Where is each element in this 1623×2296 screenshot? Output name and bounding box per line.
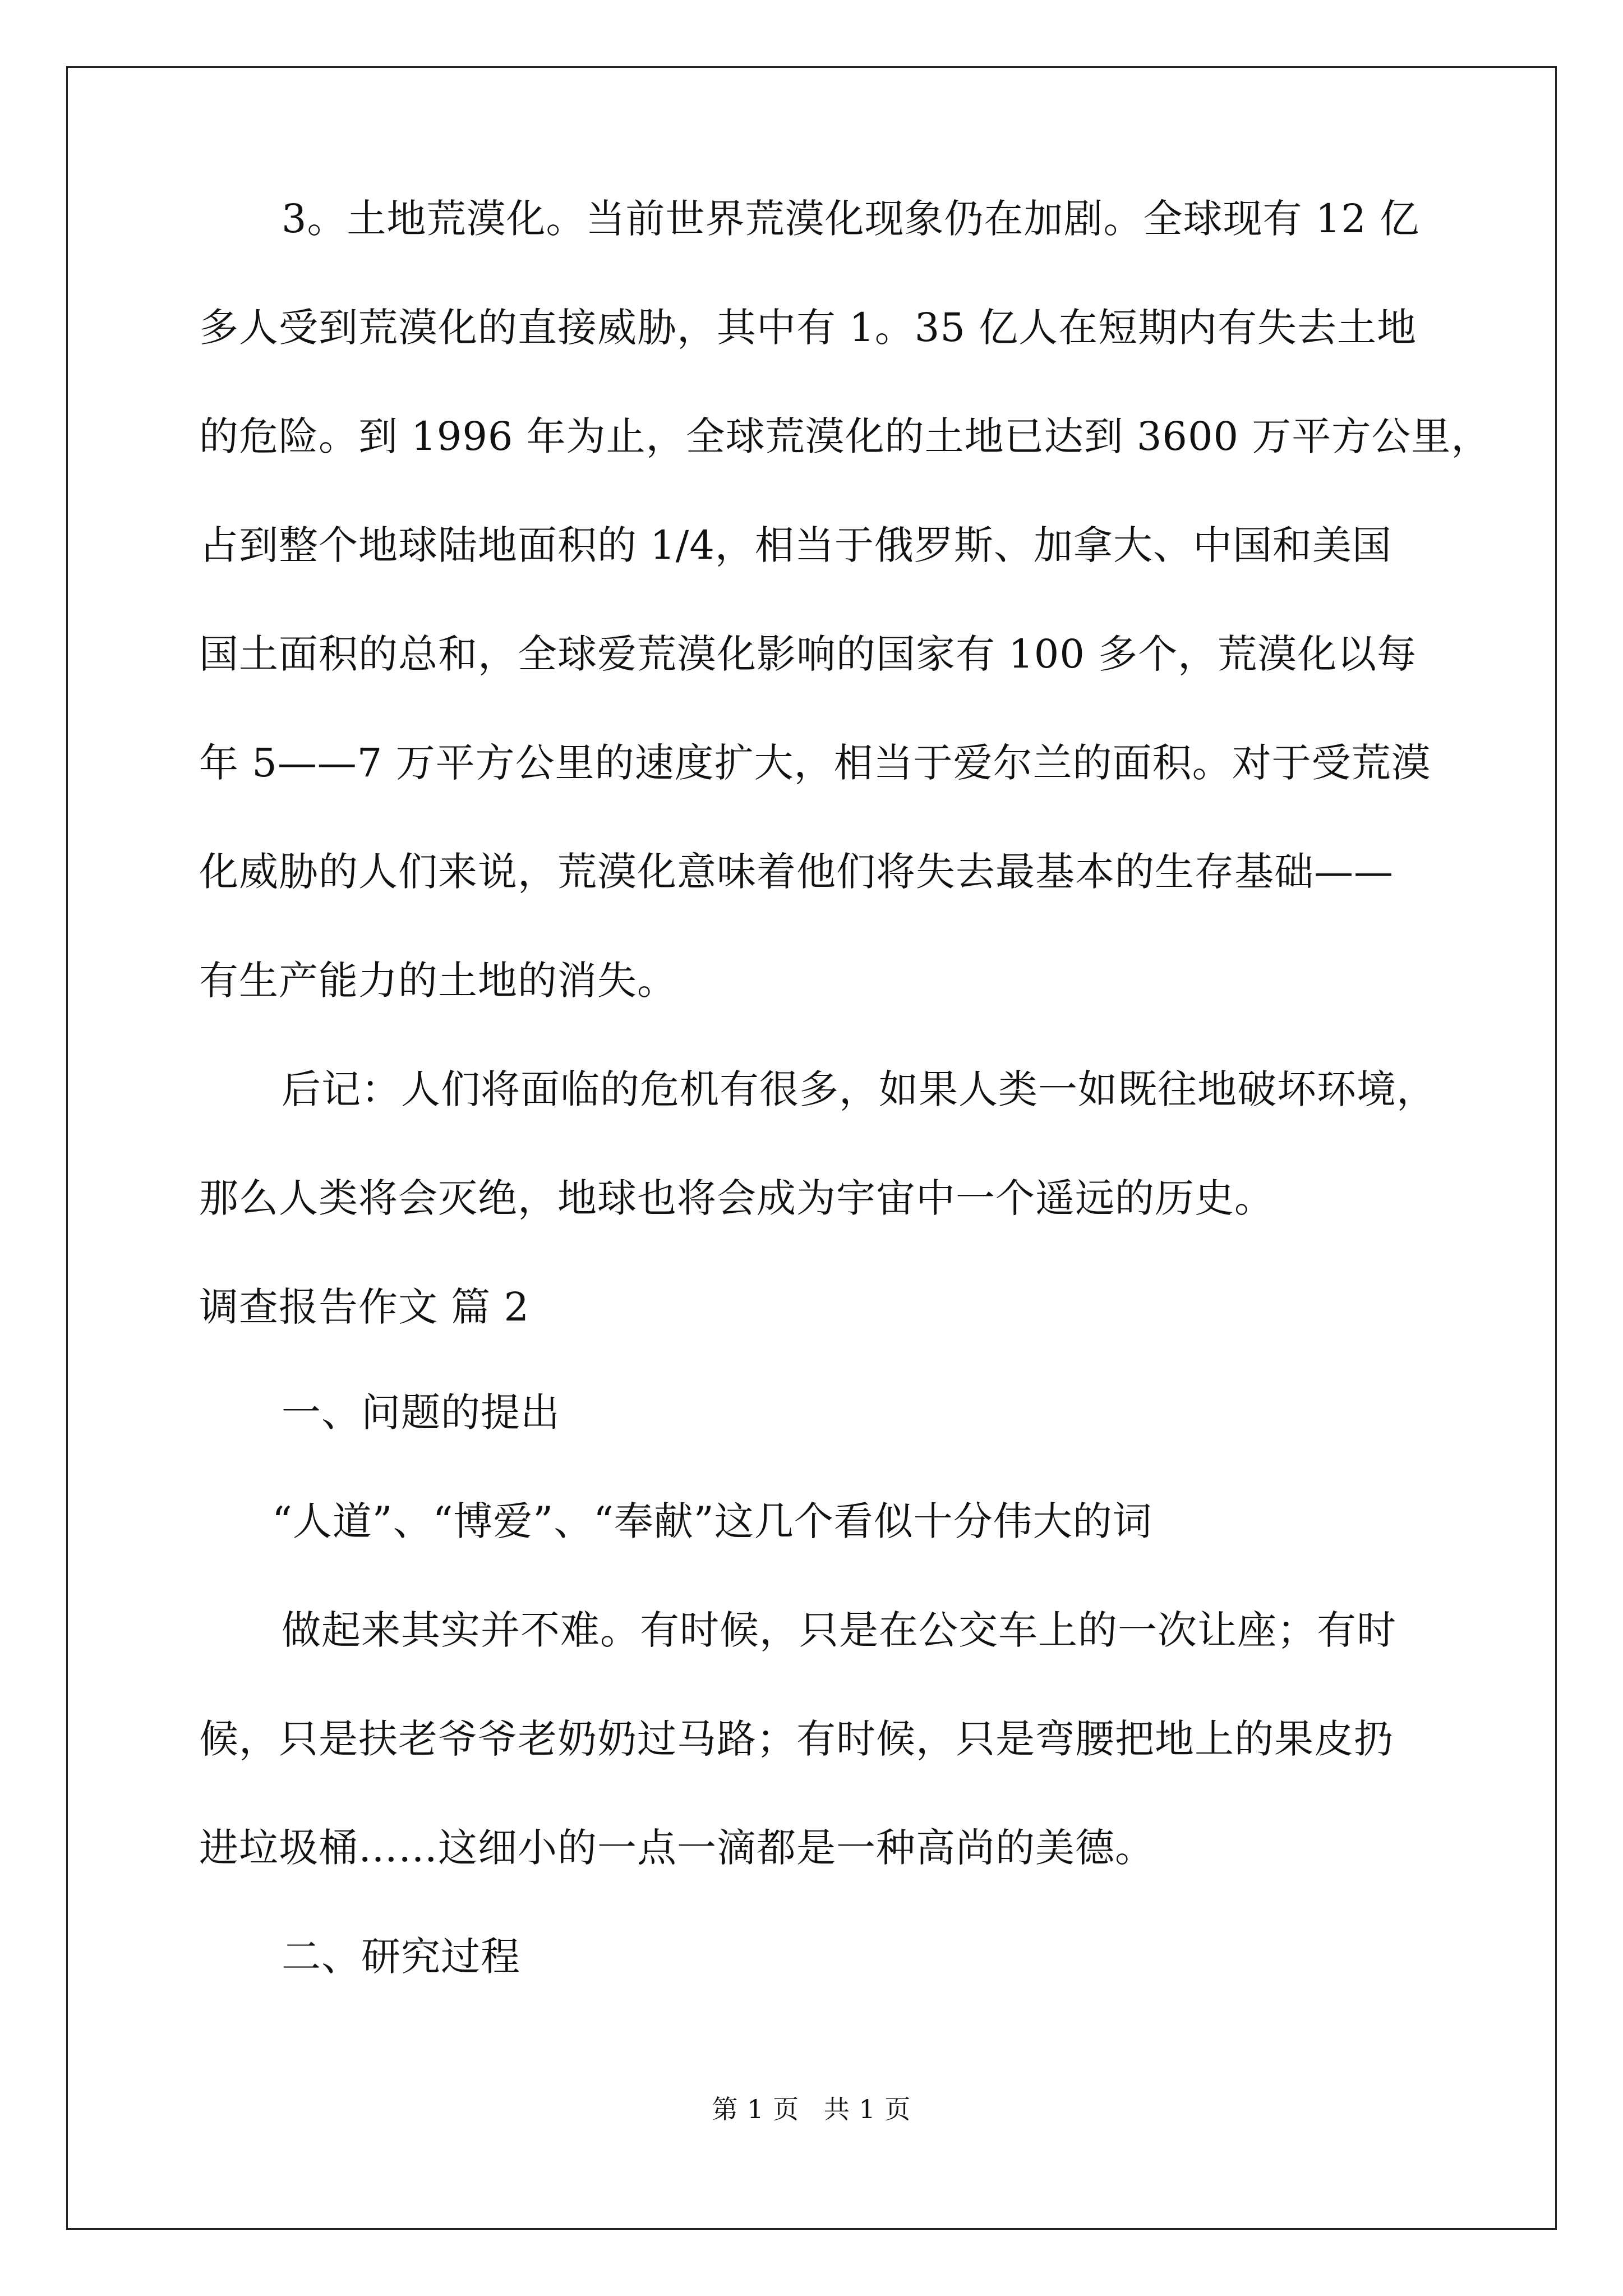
paragraph-desertification: [199, 196, 1491, 1004]
paragraph-line: 候，只是扶老爷爷老奶奶过马路；有时候，只是弯腰把地上的果皮扔: [199, 1716, 1394, 1762]
document-body: [199, 196, 1491, 2046]
paragraph-line: 年 5——7 万平方公里的速度扩大，相当于爱尔兰的面积。对于受荒漠: [199, 740, 1431, 786]
paragraph-line: 做起来其实并不难。有时候，只是在公交车上的一次让座；有时: [282, 1607, 1396, 1653]
paragraph-line: 多人受到荒漠化的直接威胁，其中有 1。35 亿人在短期内有失去土地: [199, 305, 1417, 351]
page-total: 共 1 页: [823, 2094, 911, 2124]
paragraph-line: 3。土地荒漠化。当前世界荒漠化现象仍在加剧。全球现有 12 亿: [282, 196, 1420, 242]
paragraph-line: 后记：人们将面临的危机有很多，如果人类一如既往地破坏环境，: [282, 1066, 1436, 1112]
section-title: 调查报告作文 篇 2: [199, 1284, 530, 1330]
paragraph-line: 国土面积的总和，全球爱荒漠化影响的国家有 100 多个，荒漠化以每: [199, 631, 1417, 677]
paragraph-virtues: [199, 1607, 1440, 1871]
page-number: 第 1 页: [712, 2094, 800, 2124]
quote-line: “人道”、“博爱”、“奉献”这几个看似十分伟大的词: [272, 1498, 1152, 1544]
heading-research-process: 二、研究过程: [282, 1934, 520, 1980]
paragraph-line: 有生产能力的土地的消失。: [199, 958, 677, 1004]
paragraph-line: 的危险。到 1996 年为止，全球荒漠化的土地已达到 3600 万平方公里，: [199, 413, 1491, 459]
paragraph-line: 那么人类将会灭绝，地球也将会成为宇宙中一个遥远的历史。: [199, 1175, 1274, 1221]
page-footer: [0, 2095, 1623, 2123]
paragraph-postscript: [199, 1066, 1440, 1221]
paragraph-line: 化威胁的人们来说，荒漠化意味着他们将失去最基本的生存基础——: [199, 849, 1394, 895]
paragraph-line: 进垃圾桶……这细小的一点一滴都是一种高尚的美德。: [199, 1825, 1155, 1871]
heading-problem: 一、问题的提出: [282, 1389, 560, 1435]
paragraph-line: 占到整个地球陆地面积的 1/4，相当于俄罗斯、加拿大、中国和美国: [199, 522, 1392, 568]
